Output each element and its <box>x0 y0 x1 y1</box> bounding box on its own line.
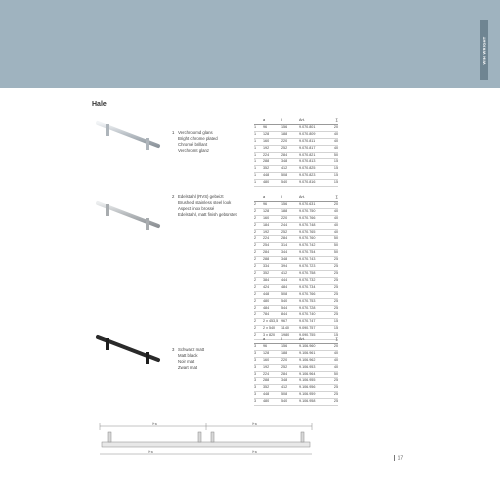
cell-a: 96 <box>263 201 281 208</box>
cell-a: 3 x 820 <box>263 333 281 340</box>
cell-a: 192 <box>263 364 281 371</box>
drawing-label: l+a <box>252 450 257 454</box>
cell-qty: 15 <box>329 326 338 333</box>
cell-l: 156 <box>281 343 299 350</box>
cell-l: 348 <box>281 257 299 264</box>
cell-l: 348 <box>281 159 299 166</box>
cell-l: 484 <box>281 284 299 291</box>
table-row <box>254 291 338 298</box>
cell-set: 2 <box>254 277 263 284</box>
header-band <box>0 0 500 88</box>
table-row <box>254 284 338 291</box>
cell-l: 540 <box>281 399 299 406</box>
cell-l: 156 <box>281 124 299 131</box>
cell-qty: 50 <box>329 371 338 378</box>
cell-l: 1140 <box>281 326 299 333</box>
cell-article: 9.070.723 <box>299 264 329 271</box>
cell-qty: 15 <box>329 333 338 340</box>
cell-qty: 15 <box>329 159 338 166</box>
product-1-desc-line: Verchroomd glans <box>178 130 213 135</box>
product-3-desc-line: Zwart mat <box>178 365 198 371</box>
product-1-number: 1 <box>172 130 175 135</box>
table-row <box>254 264 338 271</box>
cell-article: 9.106.955 <box>299 378 329 385</box>
cell-a: 128 <box>263 208 281 215</box>
cell-a: 384 <box>263 277 281 284</box>
section-tab-label: WIH WRIGHT <box>481 35 487 65</box>
cell-qty: 50 <box>329 236 338 243</box>
cell-a: 424 <box>263 284 281 291</box>
cell-l: 348 <box>281 378 299 385</box>
cell-set: 2 <box>254 243 263 250</box>
cell-qty: 50 <box>329 250 338 257</box>
table-row <box>254 319 338 326</box>
cell-qty: 25 <box>329 385 338 392</box>
cell-qty: 50 <box>329 243 338 250</box>
cell-set: 2 <box>254 201 263 208</box>
cell-article: 9.106.958 <box>299 399 329 406</box>
column-a-header: a <box>263 337 281 343</box>
section-tab[interactable] <box>480 20 488 80</box>
table-row <box>254 350 338 357</box>
table-row <box>254 305 338 312</box>
cell-a: 480 <box>263 180 281 187</box>
cell-set: 3 <box>254 399 263 406</box>
table-row <box>254 152 338 159</box>
cell-a: 192 <box>263 229 281 236</box>
cell-l: 508 <box>281 173 299 180</box>
table-row <box>254 180 338 187</box>
cell-set: 2 <box>254 284 263 291</box>
cell-l: 412 <box>281 166 299 173</box>
cell-qty: 25 <box>329 312 338 319</box>
product-2-desc-line: Brushed stainless steel look <box>178 200 232 206</box>
column-art-header: Art. <box>299 337 329 343</box>
table-row <box>254 385 338 392</box>
cell-l: 252 <box>281 364 299 371</box>
page-number <box>394 455 403 461</box>
cell-qty: 40 <box>329 229 338 236</box>
table-row <box>254 159 338 166</box>
cell-l: 508 <box>281 392 299 399</box>
cell-qty: 25 <box>329 392 338 399</box>
cell-article: 9.070.732 <box>299 277 329 284</box>
page-number-text: 17 <box>397 455 404 462</box>
product-2-spec-table <box>254 195 338 340</box>
cell-a: 224 <box>263 371 281 378</box>
table-row <box>254 277 338 284</box>
page-divider <box>394 455 395 461</box>
cell-a: 224 <box>263 236 281 243</box>
cell-qty: 25 <box>329 277 338 284</box>
cell-qty: 40 <box>329 357 338 364</box>
cell-article: 9.070.760 <box>299 236 329 243</box>
column-a-header: a <box>263 118 281 124</box>
cell-l: 220 <box>281 357 299 364</box>
cell-a: 352 <box>263 166 281 173</box>
cell-a: 96 <box>263 343 281 350</box>
cell-set: 2 <box>254 312 263 319</box>
cell-l: 220 <box>281 215 299 222</box>
column-art-header: Art. <box>299 118 329 124</box>
cell-a: 160 <box>263 215 281 222</box>
cell-a: 352 <box>263 385 281 392</box>
cell-set: 3 <box>254 343 263 350</box>
cell-qty: 25 <box>329 257 338 264</box>
table-row <box>254 215 338 222</box>
cell-l: 284 <box>281 371 299 378</box>
drawing-label: l+a <box>252 422 257 426</box>
cell-article: 9.070.742 <box>299 243 329 250</box>
cell-a: 334 <box>263 264 281 271</box>
cell-a: 784 <box>263 312 281 319</box>
cell-article: 9.070.740 <box>299 312 329 319</box>
cell-a: 96 <box>263 124 281 131</box>
table-row <box>254 131 338 138</box>
column-a-header: a <box>263 195 281 201</box>
cell-a: 288 <box>263 257 281 264</box>
cell-article: 9.070.631 <box>299 201 329 208</box>
cell-qty: 40 <box>329 364 338 371</box>
cell-l: 344 <box>281 250 299 257</box>
cell-qty: 20 <box>329 343 338 350</box>
cell-qty: 15 <box>329 180 338 187</box>
column-qty-header: ∑ <box>329 337 338 343</box>
cell-a: 284 <box>263 250 281 257</box>
cell-qty: 25 <box>329 284 338 291</box>
drawing-label: l+a <box>152 422 157 426</box>
cell-article: 9.106.960 <box>299 343 329 350</box>
cell-qty: 25 <box>329 270 338 277</box>
cell-set: 2 <box>254 270 263 277</box>
cell-l: 156 <box>281 201 299 208</box>
handle-black-image <box>92 322 164 374</box>
cell-qty: 40 <box>329 138 338 145</box>
table-row <box>254 243 338 250</box>
cell-a: 480 <box>263 399 281 406</box>
cell-set: 2 <box>254 264 263 271</box>
cell-qty: 15 <box>329 319 338 326</box>
cell-article: 9.106.959 <box>299 392 329 399</box>
table-row <box>254 236 338 243</box>
cell-set: 3 <box>254 364 263 371</box>
cell-a: 448 <box>263 291 281 298</box>
cell-set: 1 <box>254 152 263 159</box>
cell-article: 9.070.743 <box>299 257 329 264</box>
cell-qty: 25 <box>329 264 338 271</box>
product-2-desc-line: Edelstahl, matt finish gebürstet <box>178 212 237 218</box>
table-row <box>254 371 338 378</box>
column-l-header: l <box>281 337 299 343</box>
cell-set: 2 <box>254 215 263 222</box>
cell-set: 2 <box>254 257 263 264</box>
cell-article: 9.070.748 <box>299 222 329 229</box>
cell-set: 2 <box>254 229 263 236</box>
cell-l: 314 <box>281 243 299 250</box>
product-2-number: 2 <box>172 194 175 199</box>
cell-qty: 15 <box>329 166 338 173</box>
cell-set: 2 <box>254 298 263 305</box>
table-row <box>254 298 338 305</box>
cell-article: 9.070.728 <box>299 305 329 312</box>
cell-qty: 25 <box>329 399 338 406</box>
handle-chrome-image <box>92 108 164 160</box>
product-2-desc-line: Edelstahl (RVS) gebeizt <box>178 194 224 199</box>
cell-set: 2 <box>254 236 263 243</box>
cell-l: 188 <box>281 131 299 138</box>
cell-set: 1 <box>254 138 263 145</box>
table-row <box>254 166 338 173</box>
table-row <box>254 257 338 264</box>
cell-article: 9.070.801 <box>299 124 329 131</box>
table-row <box>254 399 338 406</box>
cell-l: 967 <box>281 319 299 326</box>
table-row <box>254 270 338 277</box>
cell-a: 128 <box>263 350 281 357</box>
cell-article: 9.070.750 <box>299 208 329 215</box>
product-2-desc-line: Aspect inox brossé <box>178 206 215 212</box>
cell-set: 2 <box>254 208 263 215</box>
table-row <box>254 124 338 131</box>
cell-qty: 15 <box>329 173 338 180</box>
cell-qty: 20 <box>329 124 338 131</box>
table-row <box>254 229 338 236</box>
product-3-number: 3 <box>172 347 175 352</box>
cell-a: 2 x 540 <box>263 326 281 333</box>
cell-a: 128 <box>263 131 281 138</box>
cell-a: 288 <box>263 159 281 166</box>
table-row <box>254 201 338 208</box>
cell-l: 444 <box>281 277 299 284</box>
cell-a: 192 <box>263 145 281 152</box>
cell-article: 9.070.823 <box>299 173 329 180</box>
cell-qty: 40 <box>329 222 338 229</box>
cell-set: 2 <box>254 222 263 229</box>
drawing-label: l+a <box>148 450 153 454</box>
product-1-desc-line: Chromé brillant <box>178 142 208 148</box>
cell-a: 2 x 453,5 <box>263 319 281 326</box>
table-row <box>254 357 338 364</box>
cell-article: 9.106.953 <box>299 364 329 371</box>
page-title: Hale <box>92 101 107 108</box>
cell-qty: 25 <box>329 305 338 312</box>
cell-set: 1 <box>254 166 263 173</box>
cell-set: 3 <box>254 350 263 357</box>
cell-l: 540 <box>281 180 299 187</box>
cell-set: 3 <box>254 392 263 399</box>
cell-a: 224 <box>263 152 281 159</box>
handle-bar-outline <box>102 442 310 447</box>
column-l-header: l <box>281 195 299 201</box>
table-row <box>254 364 338 371</box>
cell-set: 2 <box>254 326 263 333</box>
product-3-desc-line: Matt black <box>178 353 198 359</box>
cell-set: 2 <box>254 250 263 257</box>
cell-l: 412 <box>281 385 299 392</box>
cell-article: 9.070.747 <box>299 319 329 326</box>
cell-a: 160 <box>263 357 281 364</box>
cell-set: 1 <box>254 159 263 166</box>
cell-set: 3 <box>254 385 263 392</box>
cell-l: 284 <box>281 152 299 159</box>
product-1-desc-line: Bright chrome plated <box>178 136 218 142</box>
cell-article: 9.106.956 <box>299 385 329 392</box>
cell-article: 9.070.766 <box>299 291 329 298</box>
column-art-header: Art. <box>299 195 329 201</box>
cell-qty: 25 <box>329 378 338 385</box>
table-row <box>254 392 338 399</box>
cell-l: 188 <box>281 208 299 215</box>
cell-a: 480 <box>263 298 281 305</box>
cell-article: 9.070.758 <box>299 270 329 277</box>
cell-l: 220 <box>281 138 299 145</box>
cell-a: 352 <box>263 270 281 277</box>
cell-a: 254 <box>263 243 281 250</box>
cell-article: 9.070.821 <box>299 152 329 159</box>
cell-l: 252 <box>281 145 299 152</box>
cell-l: 544 <box>281 305 299 312</box>
cell-set: 3 <box>254 371 263 378</box>
column-qty-header: ∑ <box>329 118 338 124</box>
cell-l: 844 <box>281 312 299 319</box>
technical-drawing <box>92 420 320 460</box>
cell-set: 3 <box>254 357 263 364</box>
product-3-desc-line: Schwarz matt <box>178 347 205 352</box>
cell-article: 9.070.809 <box>299 131 329 138</box>
cell-a: 184 <box>263 222 281 229</box>
cell-qty: 40 <box>329 350 338 357</box>
cell-qty: 25 <box>329 298 338 305</box>
cell-set: 1 <box>254 145 263 152</box>
column-qty-header: ∑ <box>329 195 338 201</box>
column-l-header: l <box>281 118 299 124</box>
cell-l: 394 <box>281 264 299 271</box>
cell-article: 9.090.757 <box>299 326 329 333</box>
cell-qty: 25 <box>329 291 338 298</box>
cell-qty: 20 <box>329 201 338 208</box>
cell-article: 9.070.754 <box>299 250 329 257</box>
cell-article: 9.106.964 <box>299 371 329 378</box>
handle-steel-image <box>92 188 164 240</box>
cell-l: 244 <box>281 222 299 229</box>
cell-article: 9.070.765 <box>299 229 329 236</box>
cell-set: 1 <box>254 124 263 131</box>
table-row <box>254 208 338 215</box>
cell-qty: 40 <box>329 215 338 222</box>
product-1-spec-table <box>254 118 338 187</box>
cell-qty: 40 <box>329 208 338 215</box>
cell-set: 2 <box>254 305 263 312</box>
cell-l: 508 <box>281 291 299 298</box>
product-3-desc-line: Noir mat <box>178 359 195 365</box>
table-row <box>254 378 338 385</box>
cell-qty: 50 <box>329 152 338 159</box>
cell-set: 1 <box>254 180 263 187</box>
cell-article: 9.070.753 <box>299 298 329 305</box>
cell-a: 484 <box>263 305 281 312</box>
cell-a: 288 <box>263 378 281 385</box>
cell-qty: 40 <box>329 145 338 152</box>
cell-article: 9.070.766 <box>299 215 329 222</box>
cell-l: 284 <box>281 236 299 243</box>
cell-set: 3 <box>254 378 263 385</box>
table-row <box>254 250 338 257</box>
product-1-desc-line: Verchromt glanz <box>178 148 210 154</box>
cell-article: 9.106.961 <box>299 350 329 357</box>
table-row <box>254 312 338 319</box>
cell-a: 160 <box>263 138 281 145</box>
table-row <box>254 138 338 145</box>
product-3-spec-table <box>254 337 338 406</box>
cell-l: 188 <box>281 350 299 357</box>
cell-a: 448 <box>263 392 281 399</box>
cell-a: 448 <box>263 173 281 180</box>
cell-l: 1980 <box>281 333 299 340</box>
table-row <box>254 326 338 333</box>
table-row <box>254 343 338 350</box>
cell-article: 9.070.825 <box>299 166 329 173</box>
cell-article: 9.070.816 <box>299 180 329 187</box>
cell-set: 1 <box>254 173 263 180</box>
cell-set: 2 <box>254 291 263 298</box>
table-row <box>254 173 338 180</box>
cell-l: 252 <box>281 229 299 236</box>
cell-article: 9.070.813 <box>299 159 329 166</box>
cell-article: 9.070.811 <box>299 138 329 145</box>
cell-set: 1 <box>254 131 263 138</box>
cell-article: 9.106.962 <box>299 357 329 364</box>
cell-article: 9.070.817 <box>299 145 329 152</box>
table-row <box>254 145 338 152</box>
cell-set: 2 <box>254 319 263 326</box>
cell-qty: 40 <box>329 131 338 138</box>
cell-article: 9.070.734 <box>299 284 329 291</box>
cell-set: 2 <box>254 333 263 340</box>
cell-l: 540 <box>281 298 299 305</box>
table-row <box>254 222 338 229</box>
cell-l: 412 <box>281 270 299 277</box>
cell-article: 9.090.755 <box>299 333 329 340</box>
